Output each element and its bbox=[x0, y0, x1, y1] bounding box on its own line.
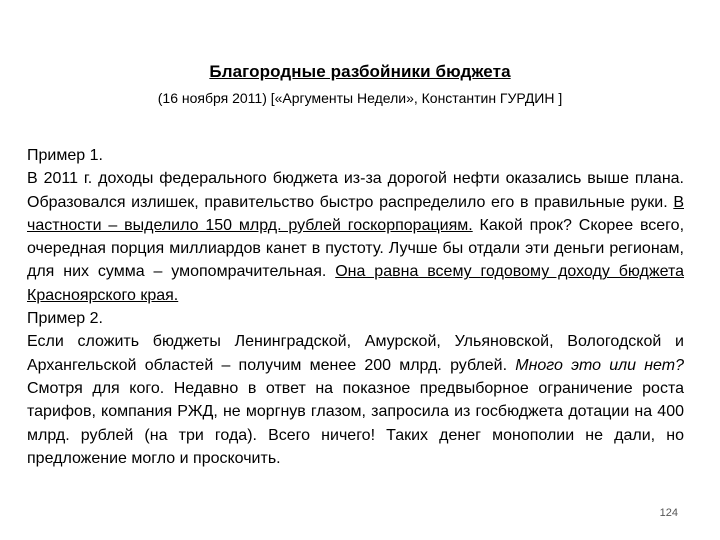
example-1-underlined-a: В частности – выделило 150 млрд. рублей госкорпорациям. bbox=[27, 193, 684, 234]
example-1-paragraph bbox=[27, 167, 684, 307]
example-1-underlined-b: Она равна всему годовому доходу бюджета Красноярского края. bbox=[27, 263, 685, 304]
example-2-paragraph bbox=[27, 330, 684, 470]
page-number: 124 bbox=[659, 507, 678, 519]
example-2-text-a: Если сложить бюджеты Ленинградской, Амурской, Ульяновской, Вологодской и Архангельской областей – получим менее 200 млрд. рублей. bbox=[27, 333, 684, 374]
example-2-heading: Пример 2. bbox=[27, 310, 103, 328]
article-body bbox=[27, 144, 684, 470]
example-2-text-b: Смотря для кого. Недавно в ответ на показное предвыборное ограничение роста тарифов, компания РЖД, не моргнув глазом, запросила из госбюджета дотации на 400 млрд. рублей (на три года). Всего ничего! Таких денег монополии не дали, но предложение могло и проскочить. bbox=[27, 379, 684, 467]
example-2-italic: Много это или нет? bbox=[515, 356, 684, 374]
article-source: (16 ноября 2011) [«Аргументы Недели», Константин ГУРДИН ] bbox=[157, 90, 563, 106]
example-1-heading: Пример 1. bbox=[27, 147, 103, 164]
example-1-text-a: В 2011 г. доходы федерального бюджета из-за дорогой нефти оказались выше плана. Образовался излишек, правительство быстро распределило его в правильные руки. bbox=[27, 170, 684, 211]
page-title: Благородные разбойники бюджета bbox=[209, 62, 511, 81]
example-1-text-b: Какой прок? Скорее всего, очередная порция миллиардов канет в пустоту. Лучше бы отдали эти деньги регионам, для них сумма – умопомрачительная. bbox=[27, 216, 685, 281]
